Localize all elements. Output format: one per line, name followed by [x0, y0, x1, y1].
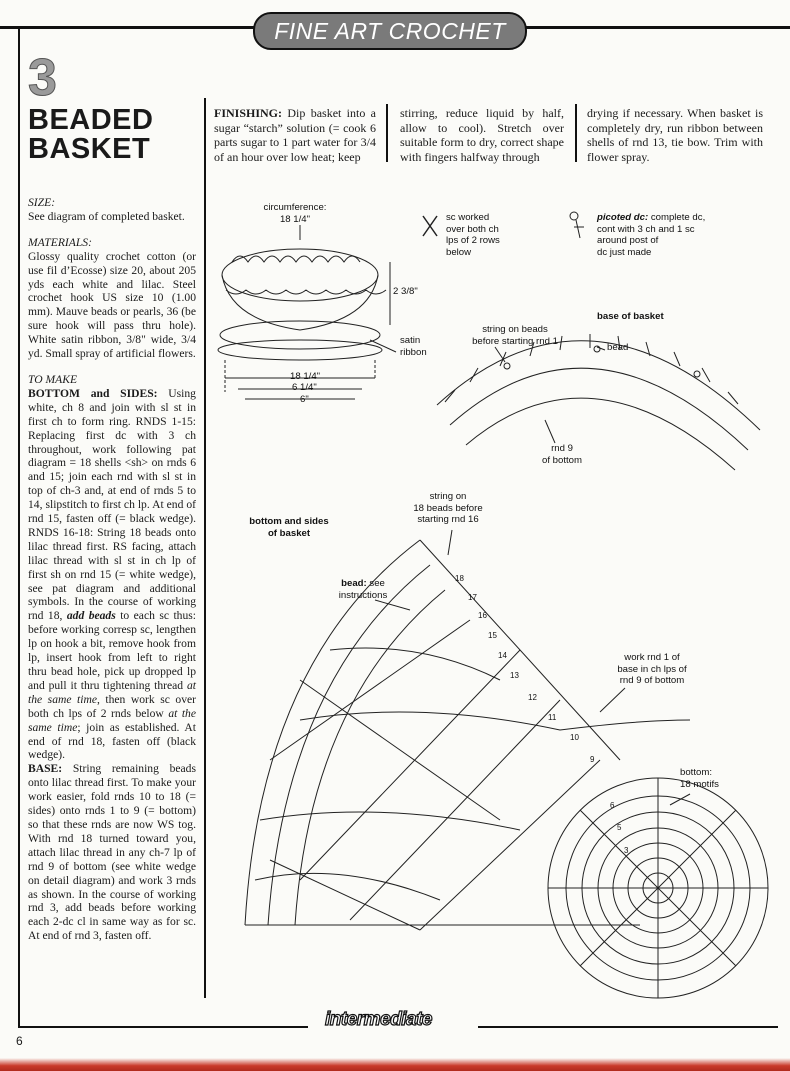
rnd-num-6: 6 [610, 801, 615, 810]
base-text: String remaining beads onto lilac thread first. To make your work easier, fold rnds 10 to 18 (= sides) onto rnds 1 to 9 (= bottom) so that these rnds are now WS tog. With rnd 18 turned toward you, attach lilac thread in any ch-7 lp of rnd 9 of bottom (see white wedge on detail diagram) and work 3 rnds as shown. In the course of working rnd 3, add beads before working each 2-dc cl in same way as for sc. At end of rnd 3, fasten off. [28, 762, 196, 943]
string-on-beads-label [465, 324, 565, 347]
rnd-num-15: 15 [488, 631, 497, 640]
dim-18-label: 18 1/4" [290, 371, 321, 382]
sc-line-1: sc worked [446, 212, 490, 223]
dim-6-14-label: 6 1/4" [292, 382, 317, 393]
page-number: 6 [16, 1034, 23, 1048]
title-line-2: BASKET [28, 133, 151, 165]
picoted-legend [597, 212, 705, 258]
finishing-text-1: Dip basket into a sugar “starch” solution (= cook 6 parts sugar to 1 part water for 3/4 of an hour over low heat; keep [214, 106, 377, 164]
rnd-num-14: 14 [498, 651, 507, 660]
emphasis-2: at the same time [28, 706, 196, 734]
ribbon-text: ribbon [400, 346, 427, 358]
work-rnd-label [612, 652, 692, 687]
page-edge [0, 1058, 790, 1071]
satin-text: satin [400, 335, 421, 346]
title-line-1: BEADED [28, 104, 154, 136]
picoted-line-2: cont with 3 ch and 1 sc [597, 223, 695, 235]
string-line-1: string on beads [482, 324, 548, 335]
finishing-col-2: stirring, reduce liquid by half, allow to cool). Stretch over suitable form to dry, correct shape with fingers halfway through [400, 106, 564, 164]
bottom-sides-line-1: bottom and sides [249, 516, 329, 527]
to-make-heading: TO MAKE [28, 372, 78, 386]
bottom-sides-line-2: of basket [267, 527, 311, 539]
picoted-heading: picoted dc: [597, 212, 649, 223]
pattern-number: 3 [28, 49, 57, 107]
string18-line-3: starting rnd 16 [417, 514, 479, 525]
bead-see-text: see [369, 578, 385, 589]
sc-line-3: lps of 2 rows [446, 235, 500, 246]
base-of-basket-label: base of basket [597, 311, 664, 322]
circumference-text: circumference: [263, 202, 327, 213]
bottom-motifs-label [680, 767, 719, 790]
bead-see-label [333, 578, 393, 601]
size-heading: SIZE: [28, 196, 56, 209]
rnd9-line-2: of bottom [542, 454, 582, 466]
rnd-num-12: 12 [528, 693, 537, 702]
section-banner: FINE ART CROCHET [253, 12, 527, 50]
height-label: 2 3/8" [393, 286, 418, 297]
rnd-num-16: 16 [478, 611, 487, 620]
picoted-line-3: around post of [597, 235, 659, 246]
rnd-num-11: 11 [548, 713, 557, 722]
size-text: See diagram of completed basket. [28, 209, 185, 223]
bead-see-heading: bead: [341, 578, 367, 589]
dim-6-label: 6" [300, 394, 309, 405]
bottom-text-3: , then work sc over both ch lps of 2 rnds below [28, 692, 196, 720]
bottom-motifs-line-2: 18 motifs [680, 778, 719, 790]
add-beads-emphasis: add beads [66, 609, 116, 623]
emphasis-1: at the same time [28, 678, 196, 706]
work-rnd-line-2: base in ch lps of [617, 663, 687, 675]
base-heading: BASE: [28, 762, 63, 776]
sc-worked-legend [446, 212, 500, 258]
satin-ribbon-label [400, 335, 427, 358]
rnd-num-13: 13 [510, 671, 519, 680]
bottom-sides-diagram [245, 527, 768, 998]
rnd-num-17: 17 [468, 593, 477, 602]
circumference-value: 18 1/4" [279, 213, 311, 225]
rnd-num-3: 3 [624, 846, 629, 855]
bottom-text-2: to each sc thus: before working corresp sc, lengthen lp on hook a bit, remove hook from lp, insert hook from left to right thru bead hole, pick up dropped lp and pull it thru tightening thread [28, 609, 196, 692]
bottom-text-4: ; join as established. At end of rnd 18, fasten off (black wedge). [28, 720, 196, 762]
base-diagram [437, 334, 760, 470]
bottom-text-1: Using white, ch 8 and join with sl st in first ch to form ring. RNDS 1-15: Replacing first dc with 3 ch throughout, work following pat diagram = 18 shells <sh> on rnds 6 and 15; join each rnd with sl st in top of ch-3 and, at end of rnds 5 to 14, slipstitch to first ch lp. At end of rnd 15, fasten off (= black wedge). RNDS 16-18: String 18 beads onto lilac thread first. RS facing, attach lilac thread with sl st in ch lp of first sh on rnd 15 (= white wedge), see pat diagram and additional symbols. In the course of working rnd 18, [28, 386, 196, 623]
picoted-line-4: dc just made [597, 246, 652, 258]
sc-line-4: below [446, 246, 472, 258]
finishing-heading: FINISHING: [214, 106, 283, 120]
materials-heading: MATERIALS: [28, 235, 92, 249]
bead-label: bead [607, 342, 629, 353]
string-18-label [408, 491, 488, 526]
rnd9-label [537, 443, 587, 466]
footer-rule-left [18, 1026, 308, 1028]
rnd-num-18: 18 [455, 574, 464, 583]
rnd-num-10: 10 [570, 733, 579, 742]
string-line-2: before starting rnd 1 [472, 335, 558, 347]
circumference-label [257, 202, 333, 225]
bottom-sides-label [244, 516, 334, 539]
work-rnd-line-3: rnd 9 of bottom [619, 675, 685, 686]
rnd-num-9: 9 [590, 755, 595, 764]
bottom-heading: BOTTOM and SIDES: [28, 386, 158, 400]
string18-line-1: string on [429, 491, 467, 502]
materials-text: Glossy quality crochet cotton (or use fil d’Ecosse) size 20, about 205 yds each white and lilac. Steel crochet hook US size 10 (1.00 mm). Mauve beads or pearls, 36 (be sure hook will pass thru hole). White satin ribbon, 3/8" wide, 3/4 yd. Small spray of artificial flowers. [28, 249, 196, 361]
sc-line-2: over both ch [446, 223, 499, 235]
rnd9-line-1: rnd 9 [551, 443, 573, 454]
rnd-num-5: 5 [617, 823, 622, 832]
picoted-line-1: complete dc, [650, 212, 706, 223]
skill-level-badge: intermediate [325, 1009, 432, 1030]
bottom-motifs-line-1: bottom: [680, 767, 712, 778]
finishing-col-3: drying if necessary. When basket is completely dry, run ribbon between shells of rnd 13, tie bow. Trim with flower spray. [587, 106, 763, 164]
footer-rule-right [478, 1026, 778, 1028]
string18-line-2: 18 beads before [413, 502, 483, 514]
work-rnd-line-1: work rnd 1 of [624, 652, 680, 663]
bead-see-line-2: instructions [338, 589, 388, 601]
